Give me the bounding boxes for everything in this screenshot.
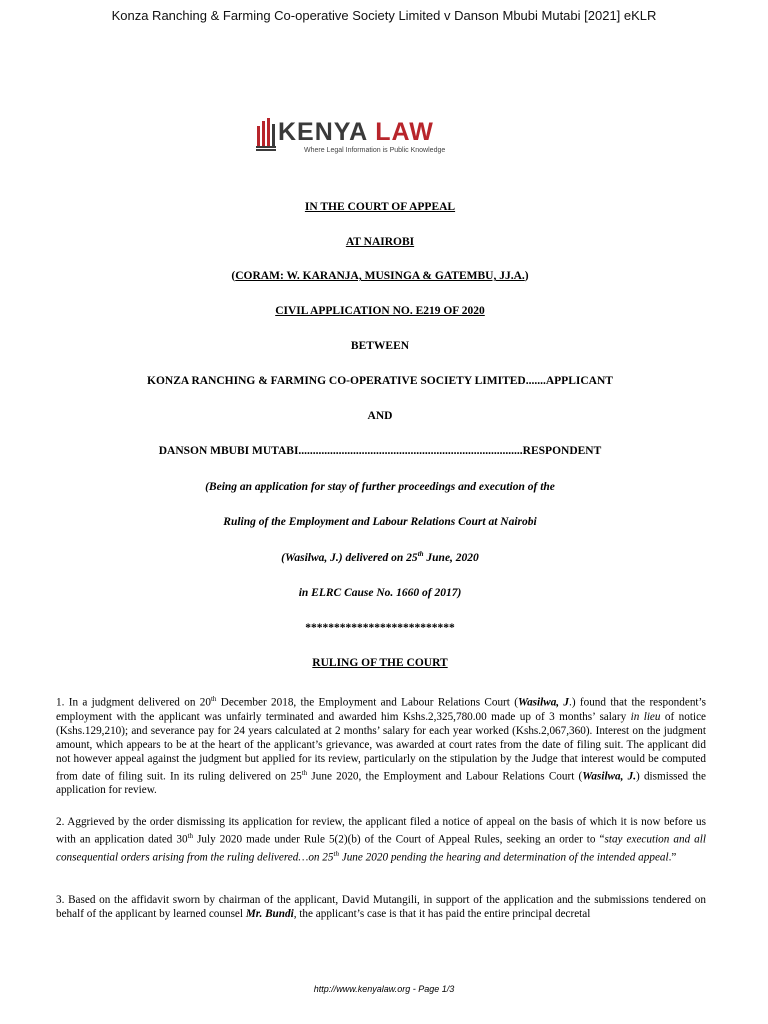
description-judge: (Wasilwa, J.) xyxy=(281,551,343,564)
page-footer: http://www.kenyalaw.org - Page 1/3 xyxy=(313,984,455,994)
logo-word-kenya: KENYA xyxy=(278,118,368,146)
paragraph-2 xyxy=(56,815,706,864)
p1-sup-1: th xyxy=(210,695,217,703)
coram-open: ( xyxy=(231,270,236,282)
paragraph-1 xyxy=(56,692,706,797)
p1-judge-1: Wasilwa, J xyxy=(517,696,570,709)
p2-sup-2: th xyxy=(333,849,339,858)
and-label: AND xyxy=(367,410,393,422)
p1-in-lieu: in lieu xyxy=(630,710,661,723)
p2-text-b: July 2020 made under Rule 5(2)(b) of the Court of Appeal Rules, seeking an order to “ xyxy=(193,833,605,846)
p1-sup-2: th xyxy=(301,768,308,777)
paragraph-3 xyxy=(56,893,706,921)
description-line-1: (Being an application for stay of further proceedings and execution of the xyxy=(205,481,555,493)
coram-close: ) xyxy=(524,270,529,282)
respondent-line: DANSON MBUBI MUTABI..............................................................................RESPONDENT xyxy=(158,445,602,457)
p3-text-a: 3. Based on the affidavit sworn by chairman of the applicant, David Mutangili, in support of the application and the submissions tendered on behalf of the applicant by learned counsel xyxy=(56,894,706,920)
description-line-2: Ruling of the Employment and Labour Relations Court at Nairobi xyxy=(223,516,537,528)
separator-stars: ************************** xyxy=(305,622,455,634)
applicant-line: KONZA RANCHING & FARMING CO-OPERATIVE SOCIETY LIMITED.......APPLICANT xyxy=(147,375,613,387)
p3-counsel: Mr. Bundi xyxy=(245,908,294,920)
coram-judges: CORAM: W. KARANJA, MUSINGA & GATEMBU, JJ.A. xyxy=(235,270,525,282)
p1-text-c: .) found that the respondent’s employment with the applicant was unfairly terminated and awarded him Kshs.2,325,780.00 made up of 3 months’ salary xyxy=(56,696,706,723)
coram-line xyxy=(0,270,760,282)
pillars-icon xyxy=(256,116,278,152)
between-label: BETWEEN xyxy=(350,340,410,352)
document-header-title: Konza Ranching & Farming Co-operative Society Limited v Danson Mbubi Mutabi [2021] eKLR xyxy=(111,8,657,23)
p2-quote-a: stay execution and all consequential orders arising from the ruling delivered…on 25 xyxy=(56,833,706,864)
p1-text-f: ) dismissed the application for review. xyxy=(56,770,706,797)
description-delivered: delivered on 25 xyxy=(342,551,418,564)
p1-text-e: June 2020, the Employment and Labour Relations Court ( xyxy=(307,770,583,783)
ruling-heading: RULING OF THE COURT xyxy=(312,657,448,669)
logo-tagline: Where Legal Information is Public Knowledge xyxy=(304,147,446,154)
p2-text-a: 2. Aggrieved by the order dismissing its application for review, the applicant filed a notice of appeal on the basis of which it is now before us with an application dated 30 xyxy=(56,816,706,846)
logo-word-law: LAW xyxy=(375,118,434,146)
p3-text-b: , the applicant’s case is that it has paid the entire principal decretal xyxy=(293,908,591,920)
description-date: June, 2020 xyxy=(423,551,479,564)
description-line-3 xyxy=(0,550,760,564)
p1-judge-2: Wasilwa, J. xyxy=(582,770,637,783)
description-sup: th xyxy=(417,550,424,558)
p2-quote-b: June 2020 pending the hearing and determination of the intended appeal xyxy=(338,851,669,864)
p1-text-b: December 2018, the Employment and Labour Relations Court ( xyxy=(216,696,518,709)
logo-wordmark xyxy=(278,118,434,147)
p1-text-d: of notice (Kshs.129,210); and severance pay for 24 years calculated at 2 months’ salary for each year worked (Kshs.2,067,360). Interest on the judgment amount, which appears to be at the heart of the applicant’s grievance, was awarded at court rates from the date of filing suit. The applicant did not however appeal against the judgment but applied for its review, particularly on the stipulation by the Judge that interest would be computed from date of filing suit. In its ruling delivered on 25 xyxy=(56,710,707,783)
court-location: AT NAIROBI xyxy=(345,236,415,248)
kenya-law-logo xyxy=(256,116,466,160)
description-line-4: in ELRC Cause No. 1660 of 2017) xyxy=(298,587,462,599)
p1-text-a: 1. In a judgment delivered on 20 xyxy=(56,696,211,709)
p2-sup-1: th xyxy=(187,832,194,840)
application-number: CIVIL APPLICATION NO. E219 OF 2020 xyxy=(275,305,485,317)
court-name: IN THE COURT OF APPEAL xyxy=(304,201,456,213)
p2-text-c: .” xyxy=(668,851,677,864)
